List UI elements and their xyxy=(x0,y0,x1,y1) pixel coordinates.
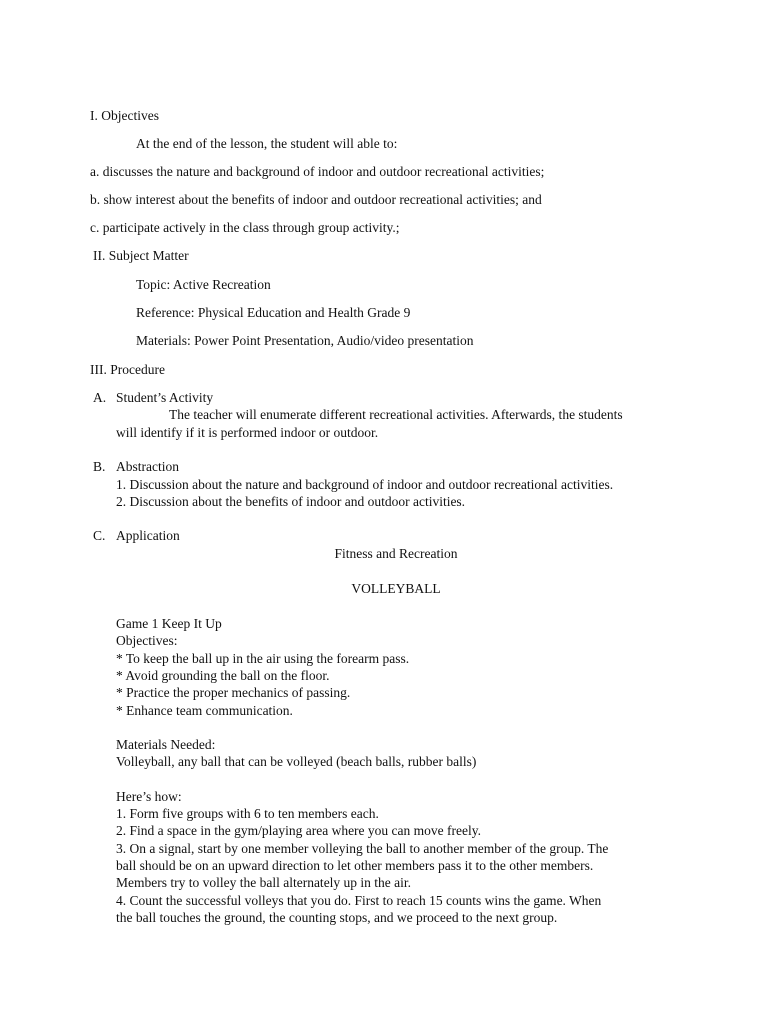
game-objective: * Avoid grounding the ball on the floor. xyxy=(116,668,330,683)
section-a-title: Student’s Activity xyxy=(116,390,214,405)
materials-text: Volleyball, any ball that can be volleyed (beach balls, rubber balls) xyxy=(116,754,477,769)
procedure-heading: III. Procedure xyxy=(90,362,165,377)
section-b-marker: B. xyxy=(93,459,106,474)
subject-topic: Topic: Active Recreation xyxy=(136,277,271,292)
step-line: 3. On a signal, start by one member volleying the ball to another member of the group. The xyxy=(116,841,609,856)
objective-item: c. participate actively in the class through group activity.; xyxy=(90,220,400,235)
sport-title: VOLLEYBALL xyxy=(351,581,441,596)
section-a-marker: A. xyxy=(93,390,107,405)
application-subtitle: Fitness and Recreation xyxy=(334,546,458,561)
step-line: 1. Form five groups with 6 to ten members each. xyxy=(116,806,379,821)
objective-item: a. discusses the nature and background of indoor and outdoor recreational activities; xyxy=(90,164,545,179)
game-objective: * Practice the proper mechanics of passing. xyxy=(116,685,351,700)
step-line: Members try to volley the ball alternately up in the air. xyxy=(116,875,412,890)
step-line: ball should be on an upward direction to let other members pass it to the other members. xyxy=(116,858,594,873)
abstraction-item: 1. Discussion about the nature and background of indoor and outdoor recreational activities. xyxy=(116,477,614,492)
abstraction-item: 2. Discussion about the benefits of indoor and outdoor activities. xyxy=(116,494,466,509)
section-a-text: will identify if it is performed indoor or outdoor. xyxy=(116,425,379,440)
materials-label: Materials Needed: xyxy=(116,737,216,752)
objective-item: b. show interest about the benefits of indoor and outdoor recreational activities; and xyxy=(90,192,542,207)
game-title: Game 1 Keep It Up xyxy=(116,616,222,631)
section-c-title: Application xyxy=(116,528,180,543)
objectives-intro: At the end of the lesson, the student will able to: xyxy=(136,136,398,151)
subject-matter-heading: II. Subject Matter xyxy=(93,248,189,263)
subject-materials: Materials: Power Point Presentation, Audio/video presentation xyxy=(136,333,474,348)
game-objective: * Enhance team communication. xyxy=(116,703,293,718)
howto-label: Here’s how: xyxy=(116,789,182,804)
step-line: 2. Find a space in the gym/playing area where you can move freely. xyxy=(116,823,481,838)
objectives-heading: I. Objectives xyxy=(90,108,159,123)
section-a-text: The teacher will enumerate different recreational activities. Afterwards, the students xyxy=(169,407,623,422)
section-b-title: Abstraction xyxy=(116,459,179,474)
step-line: the ball touches the ground, the counting stops, and we proceed to the next group. xyxy=(116,910,558,925)
game-objectives-label: Objectives: xyxy=(116,633,178,648)
step-line: 4. Count the successful volleys that you do. First to reach 15 counts wins the game. When xyxy=(116,893,602,908)
subject-reference: Reference: Physical Education and Health Grade 9 xyxy=(136,305,411,320)
game-objective: * To keep the ball up in the air using the forearm pass. xyxy=(116,651,410,666)
section-c-marker: C. xyxy=(93,528,106,543)
